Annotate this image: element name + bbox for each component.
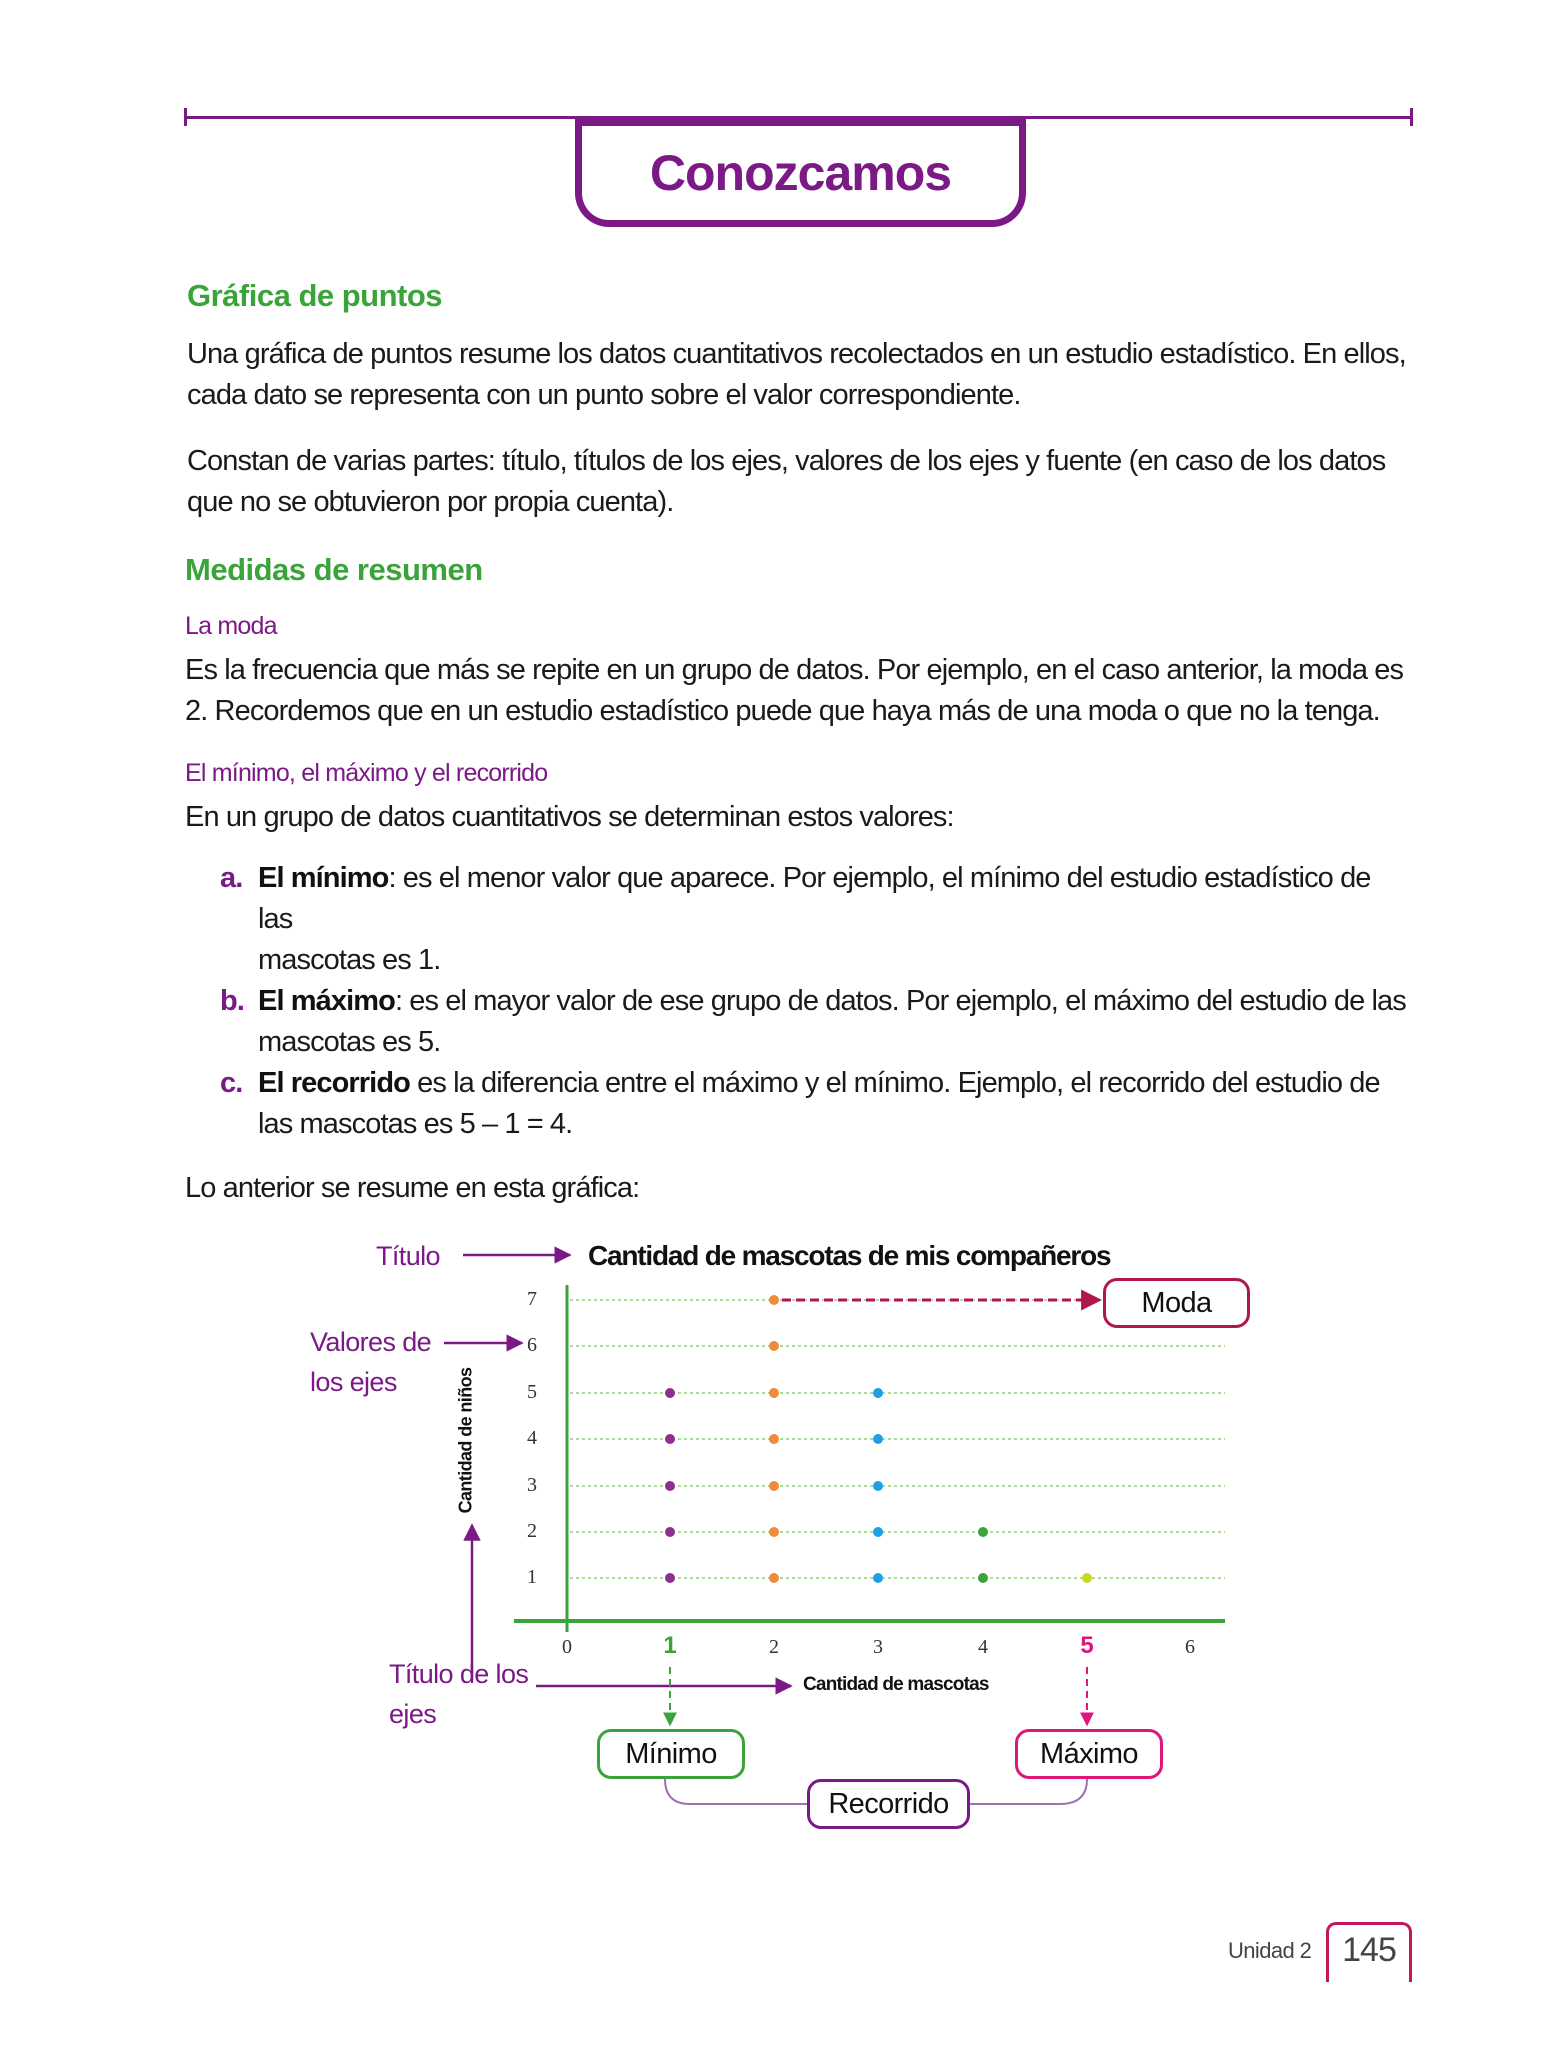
label-moda: Moda (1103, 1278, 1250, 1328)
term: El máximo (258, 985, 395, 1017)
definition-text: las mascotas es 5 – 1 = 4. (258, 1108, 573, 1140)
term: El recorrido (258, 1067, 410, 1099)
list-marker: b. (220, 985, 244, 1017)
y-tick: 4 (527, 1427, 537, 1449)
paragraph-minmax-intro: En un grupo de datos cuantitativos se determinan estos valores: (185, 801, 954, 833)
list-marker: c. (220, 1067, 243, 1099)
x-axis-title: Cantidad de mascotas (803, 1674, 989, 1695)
annotation-line: los ejes (310, 1367, 397, 1397)
section-title: Conozcamos (649, 145, 952, 201)
heading-grafica-de-puntos: Gráfica de puntos (187, 278, 443, 313)
page-number: 145 (1342, 1931, 1396, 1969)
subheading-minimo-maximo-recorrido: El mínimo, el máximo y el recorrido (185, 759, 548, 787)
y-tick: 2 (527, 1520, 537, 1542)
annotation-titulo-ejes (389, 1654, 528, 1734)
label-recorrido: Recorrido (807, 1779, 970, 1829)
annotation-line: Valores de (310, 1327, 432, 1357)
y-axis-title: Cantidad de niños (455, 1367, 476, 1514)
page-number-box (1326, 1922, 1412, 1982)
definition-text: : es el mayor valor de ese grupo de datos. Por ejemplo, el máximo del estudio de las (394, 985, 1406, 1017)
y-tick: 3 (527, 1474, 537, 1496)
heading-medidas-de-resumen: Medidas de resumen (185, 552, 483, 587)
definition-text: : es el menor valor que aparece. Por ejemplo, el mínimo del estudio estadístico de las (258, 862, 1371, 935)
footer-unit: Unidad 2 (1228, 1938, 1312, 1963)
y-tick: 6 (527, 1334, 537, 1356)
definition-text: mascotas es 5. (258, 1026, 441, 1058)
y-tick: 1 (527, 1566, 537, 1588)
x-tick: 2 (769, 1636, 779, 1658)
bracket-right (970, 1779, 1087, 1804)
paragraph-line: Es la frecuencia que más se repite en un grupo de datos. Por ejemplo, en el caso anterior, la moda es (185, 654, 1404, 686)
paragraph-line: 2. Recordemos que en un estudio estadístico puede que haya más de una moda o que no la tenga. (185, 695, 1380, 727)
paragraph-line: cada dato se representa con un punto sobre el valor correspondiente. (187, 379, 1021, 411)
list-marker: a. (220, 862, 243, 894)
annotation-titulo: Título (376, 1241, 440, 1271)
annotation-valores-ejes (310, 1322, 431, 1402)
bracket-left (665, 1779, 807, 1804)
label-maximo: Máximo (1015, 1729, 1163, 1779)
paragraph-line: que no se obtuvieron por propia cuenta). (187, 486, 674, 518)
x-tick: 6 (1185, 1636, 1195, 1658)
label-minimo: Mínimo (597, 1729, 745, 1779)
x-tick: 4 (978, 1636, 988, 1658)
x-tick: 0 (562, 1636, 572, 1658)
subheading-la-moda: La moda (185, 612, 277, 640)
definition-text: es la diferencia entre el máximo y el mínimo. Ejemplo, el recorrido del estudio de (409, 1067, 1380, 1099)
definition-text: mascotas es 1. (258, 944, 441, 976)
chart-intro: Lo anterior se resume en esta gráfica: (185, 1172, 640, 1204)
annotation-line: ejes (389, 1699, 437, 1729)
paragraph-line: Constan de varias partes: título, títulos de los ejes, valores de los ejes y fuente (en caso de los datos (187, 445, 1386, 477)
x-tick: 3 (873, 1636, 883, 1658)
annotation-line: Título de los (389, 1659, 529, 1689)
paragraph-line: Una gráfica de puntos resume los datos cuantitativos recolectados en un estudio estadístico. En ellos, (187, 338, 1406, 370)
term: El mínimo (258, 862, 389, 894)
x-tick-minimo: 1 (663, 1632, 677, 1659)
x-tick-maximo: 5 (1080, 1632, 1094, 1659)
chart-title: Cantidad de mascotas de mis compañeros (588, 1240, 1111, 1271)
y-tick: 5 (527, 1381, 537, 1403)
y-tick: 7 (527, 1288, 537, 1310)
